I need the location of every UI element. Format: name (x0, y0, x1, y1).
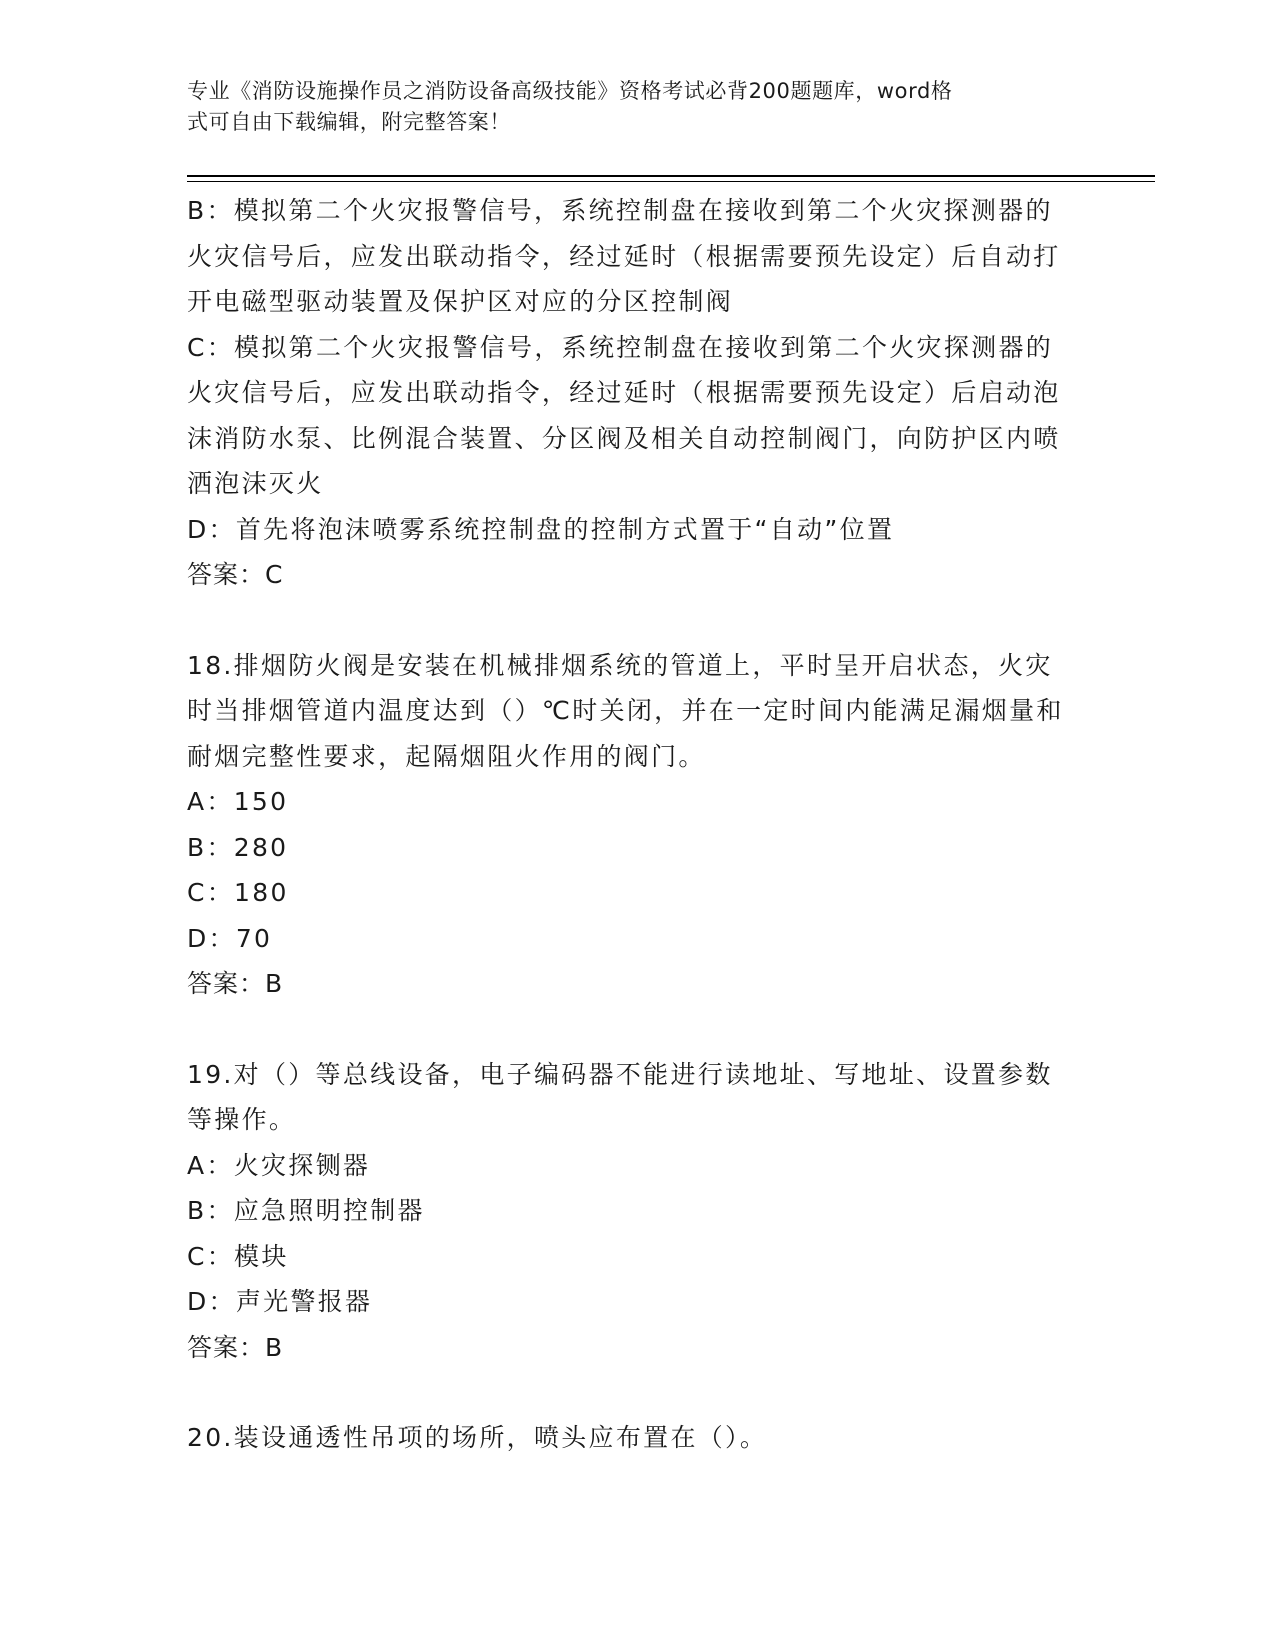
q19-option-a: A：火灾探铡器 (187, 1150, 371, 1180)
q18-option-c: C：180 (187, 878, 289, 907)
question-20-block (187, 1415, 1077, 1461)
spacer (187, 598, 1077, 643)
q18-option-b: B：280 (187, 832, 289, 862)
q18-option-a: A：150 (187, 787, 289, 816)
q17-option-c: C：模拟第二个火灾报警信号，系统控制盘在接收到第二个火灾探测器的火灾信号后，应发出联动指令，经过延时（根据需要预先设定）后启动泡沫消防水泵、比例混合装置、分区阀及相关自动控制阀门，向防护区内喷洒泡沫灭火 (187, 332, 1061, 498)
page-header (187, 76, 1067, 138)
header-title-line-1: 专业《消防设施操作员之消防设备高级技能》资格考试必背200题题库，word格 (187, 79, 953, 103)
spacer (187, 1370, 1077, 1415)
header-title-line-2: 式可自由下载编辑，附完整答案！ (187, 110, 511, 134)
q20-question: 20.装设通透性吊项的场所，喷头应布置在（）。 (187, 1423, 768, 1452)
q19-option-d: D：声光警报器 (187, 1287, 373, 1316)
q18-question: 18.排烟防火阀是安装在机械排烟系统的管道上，平时呈开启状态，火灾时当排烟管道内温度达到（）℃时关闭，并在一定时间内能满足漏烟量和耐烟完整性要求，起隔烟阻火作用的阀门。 (187, 650, 1064, 771)
spacer (187, 1007, 1077, 1052)
q18-answer: 答案：B (187, 969, 284, 998)
question-content (187, 188, 1077, 1461)
q17-option-d: D：首先将泡沫喷雾系统控制盘的控制方式置于“自动”位置 (187, 514, 895, 544)
q19-option-b: B：应急照明控制器 (187, 1196, 425, 1225)
question-19-block (187, 1052, 1077, 1371)
q17-answer: 答案：C (187, 560, 284, 589)
question-18-block (187, 643, 1077, 1007)
question-17-block (187, 188, 1077, 598)
q17-option-b: B：模拟第二个火灾报警信号，系统控制盘在接收到第二个火灾探测器的火灾信号后，应发出联动指令，经过延时（根据需要预先设定）后自动打开电磁型驱动装置及保护区对应的分区控制阀 (187, 196, 1061, 316)
q19-question: 19.对（）等总线设备，电子编码器不能进行读地址、写地址、设置参数等操作。 (187, 1059, 1053, 1134)
q19-answer: 答案：B (187, 1332, 284, 1362)
header-rule-thick (187, 175, 1155, 177)
header-rule-thin (187, 181, 1155, 182)
q19-option-c: C：模块 (187, 1241, 289, 1271)
q18-option-d: D：70 (187, 923, 273, 953)
